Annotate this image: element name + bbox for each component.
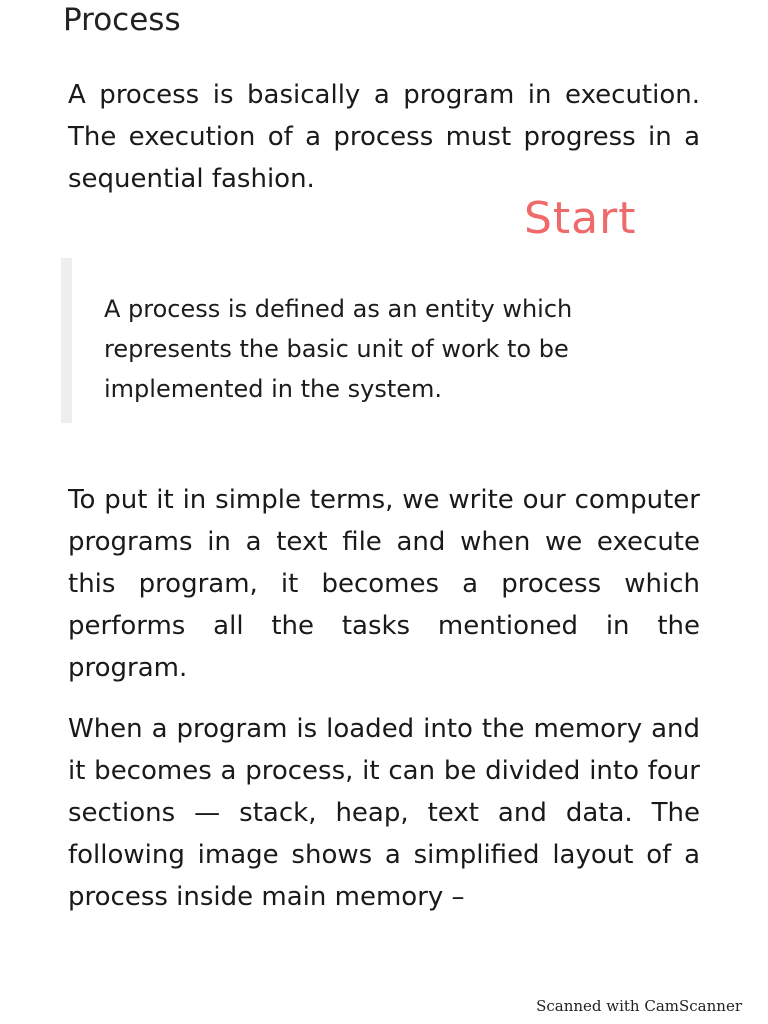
blockquote-bar	[61, 258, 72, 423]
page-title: Process	[63, 2, 181, 38]
memory-sections-paragraph: When a program is loaded into the memory and it becomes a process, it can be divided into four sections — stack, heap, text and data. The following image shows a simplified layout of a process inside main memory –	[68, 714, 700, 912]
scanner-watermark: Scanned with CamScanner	[536, 997, 742, 1015]
intro-paragraph: A process is basically a program in execution. The execution of a process must progress in a sequential fashion.	[68, 80, 700, 194]
definition-blockquote	[61, 258, 701, 423]
handwritten-start-annotation: Start	[524, 193, 637, 244]
definition-text: A process is defined as an entity which represents the basic unit of work to be implemented in the system.	[104, 295, 573, 403]
simple-terms-paragraph: To put it in simple terms, we write our computer programs in a text file and when we execute this program, it becomes a process which performs all the tasks mentioned in the program.	[68, 485, 700, 683]
